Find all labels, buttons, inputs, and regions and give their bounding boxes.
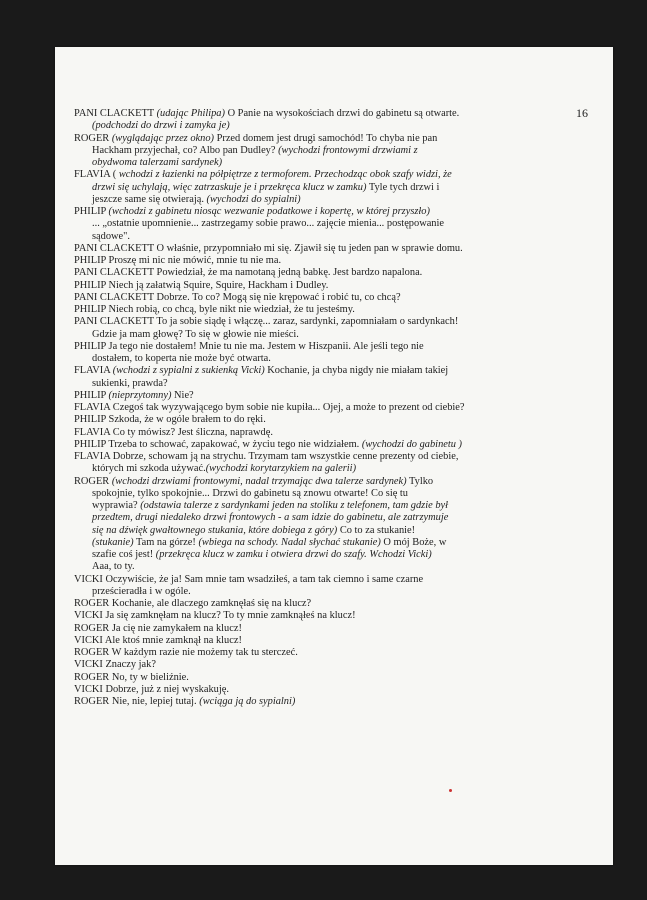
dialogue-text: FLAVIA bbox=[74, 365, 113, 377]
dialogue-text: prześcieradła i w ogóle. bbox=[92, 585, 191, 597]
dialogue-text: jeszcze same się otwierają. bbox=[92, 193, 207, 205]
dialogue-text: Przed domem jest drugi samochód! To chyba nie pan bbox=[213, 132, 438, 144]
script-line bbox=[74, 194, 548, 206]
script-line bbox=[74, 500, 548, 512]
stage-direction: się na dźwięk gwałtownego stukania, które dobiega z góry) bbox=[92, 524, 338, 536]
stage-direction: (wbiega na schody. Nadal słychać stukanie) bbox=[198, 536, 381, 548]
dialogue-text: PANI CLACKETT Dobrze. To co? Mogą się nie krępować i robić tu, co chcą? bbox=[74, 291, 401, 303]
dialogue-text: O mój Boże, w bbox=[380, 536, 447, 548]
stage-direction: wchodzi z łazienki na półpiętrze z termoforem. Przechodząc obok szafy widzi, że bbox=[118, 169, 452, 181]
stage-direction: (udając Philipa) bbox=[156, 108, 225, 119]
script-line bbox=[74, 623, 548, 635]
dialogue-text: ROGER No, ty w bieliźnie. bbox=[74, 671, 189, 683]
script-line bbox=[74, 316, 548, 328]
dialogue-text: PANI CLACKETT To ja sobie siądę i włączę... zaraz, sardynki, zapomniałam o sardynkach! bbox=[74, 316, 459, 328]
script-line bbox=[74, 549, 548, 561]
dialogue-text: Tyle tych drzwi i bbox=[366, 181, 440, 193]
script-line bbox=[74, 427, 548, 439]
script-line bbox=[74, 525, 548, 537]
dialogue-text: Co to za stukanie! bbox=[337, 524, 416, 536]
script-line bbox=[74, 169, 548, 181]
script-line bbox=[74, 378, 548, 390]
red-speck bbox=[449, 789, 452, 792]
script-line bbox=[74, 231, 548, 243]
stage-direction: (nieprzytomny) bbox=[108, 389, 172, 401]
script-line bbox=[74, 672, 548, 684]
dialogue-text: dostałem, to koperta nie może być otwarta. bbox=[92, 353, 271, 364]
script-line bbox=[74, 206, 548, 218]
dialogue-text: FLAVIA Czegoś tak wyzywającego bym sobie nie kupiła... Ojej, a może to prezent od ciebie? bbox=[74, 402, 465, 413]
dialogue-text: PHILIP Niech robią, co chcą, byle nikt nie wiedział, że tu jesteśmy. bbox=[74, 304, 355, 315]
stage-direction: (wchodzi z gabinetu niosąc wezwanie podatkowe i kopertę, w której przyszło) bbox=[108, 206, 430, 217]
page-number: 16 bbox=[576, 106, 588, 120]
script-line bbox=[74, 157, 548, 169]
dialogue-text: PHILIP bbox=[74, 206, 109, 217]
dialogue-text: PANI CLACKETT O właśnie, przypomniało mi się. Zjawił się tu jeden pan w sprawie domu. bbox=[74, 242, 463, 254]
script-line bbox=[74, 635, 548, 647]
script-line bbox=[74, 365, 548, 377]
stage-direction: (podchodzi do drzwi i zamyka je) bbox=[92, 120, 230, 132]
script-line bbox=[74, 451, 548, 463]
dialogue-text: VICKI Dobrze, już z niej wyskakuję. bbox=[74, 683, 229, 695]
dialogue-text: PHILIP Proszę mi nic nie mówić, mnie tu nie ma. bbox=[74, 255, 282, 266]
dialogue-text: Nie? bbox=[171, 389, 194, 401]
script-line bbox=[74, 647, 548, 659]
dialogue-text: spokojnie, tylko spokojnie... Drzwi do gabinetu są znowu otwarte! Co się tu bbox=[92, 487, 408, 499]
dialogue-text: sądowe". bbox=[92, 230, 131, 242]
script-line bbox=[74, 463, 548, 475]
stage-direction: (wchodzi z sypialni z sukienką Vicki) bbox=[112, 365, 265, 377]
script-line bbox=[74, 145, 548, 157]
stage-direction: (wchodzi drzwiami frontowymi, nadal trzymając dwa talerze sardynek) bbox=[111, 475, 407, 487]
dialogue-text: VICKI Oczywiście, że ja! Sam mnie tam wsadziłeś, a tam tak ciemno i same czarne bbox=[74, 573, 424, 585]
dialogue-text: FLAVIA Dobrze, schowam ją na strychu. Trzymam tam wszystkie cenne prezenty od ciebie, bbox=[74, 451, 459, 462]
script-line bbox=[74, 304, 548, 316]
script-line bbox=[74, 218, 548, 230]
script-line bbox=[74, 476, 548, 488]
dialogue-text: FLAVIA ( bbox=[74, 169, 119, 181]
script-line bbox=[74, 684, 548, 696]
script-line bbox=[74, 120, 548, 132]
script-line bbox=[74, 341, 548, 353]
script-line bbox=[74, 512, 548, 524]
script-line bbox=[74, 292, 548, 304]
script-line bbox=[74, 414, 548, 426]
dialogue-text: ROGER Kochanie, ale dlaczego zamknęłaś się na klucz? bbox=[74, 598, 312, 609]
script-line bbox=[74, 488, 548, 500]
script-line bbox=[74, 439, 548, 451]
dialogue-text: PHILIP Trzeba to schować, zapakować, w życiu tego nie widziałem. bbox=[74, 438, 362, 450]
dialogue-text: PHILIP bbox=[74, 389, 109, 401]
script-line bbox=[74, 598, 548, 610]
play-script-text bbox=[74, 108, 548, 708]
dialogue-text: ... „ostatnie upomnienie... zastrzegamy sobie prawo... zajęcie mienia... postępowanie bbox=[92, 218, 445, 230]
dialogue-text: PHILIP Niech ją załatwią Squire, Squire, Hackham i Dudley. bbox=[74, 279, 329, 291]
script-line bbox=[74, 696, 548, 708]
script-line bbox=[74, 659, 548, 671]
script-line bbox=[74, 133, 548, 145]
dialogue-text: Aaa, to ty. bbox=[92, 561, 135, 573]
script-line bbox=[74, 243, 548, 255]
stage-direction: przedtem, drugi niedaleko drzwi frontowych - a sam idzie do gabinetu, ale zatrzymuje bbox=[92, 512, 449, 524]
stage-direction: (wychodzi frontowymi drzwiami z bbox=[278, 144, 418, 156]
dialogue-text: szafie coś jest! bbox=[92, 549, 156, 560]
script-line bbox=[74, 108, 548, 120]
dialogue-text: VICKI Ale ktoś mnie zamknął na klucz! bbox=[74, 634, 242, 646]
script-line bbox=[74, 390, 548, 402]
dialogue-text: ROGER Nie, nie, lepiej tutaj. bbox=[74, 696, 200, 707]
script-line bbox=[74, 280, 548, 292]
stage-direction: obydwoma talerzami sardynek) bbox=[92, 157, 223, 168]
dialogue-text: VICKI Znaczy jak? bbox=[74, 659, 156, 671]
dialogue-text: ROGER bbox=[74, 475, 112, 487]
dialogue-text: ROGER W każdym razie nie możemy tak tu sterczeć. bbox=[74, 647, 298, 658]
dialogue-text: Tam na górze! bbox=[133, 536, 199, 548]
stage-direction: (wychodzi do gabinetu ) bbox=[361, 438, 463, 450]
script-line bbox=[74, 329, 548, 341]
dialogue-text: ROGER bbox=[74, 132, 112, 144]
script-line bbox=[74, 267, 548, 279]
dialogue-text: Tylko bbox=[406, 475, 434, 487]
script-line bbox=[74, 586, 548, 598]
stage-direction: (wciąga ją do sypialni) bbox=[199, 696, 296, 707]
script-line bbox=[74, 402, 548, 414]
stage-direction: (wychodzi korytarzykiem na galerii) bbox=[205, 463, 357, 475]
script-line bbox=[74, 537, 548, 549]
stage-direction: (odstawia talerze z sardynkami jeden na stoliku z telefonem, tam gdzie był bbox=[140, 500, 449, 511]
dialogue-text: ROGER Ja cię nie zamykałem na klucz! bbox=[74, 622, 242, 634]
stage-direction: drzwi się uchylają, więc zatrzaskuje je i przekręca klucz w zamku) bbox=[92, 181, 367, 193]
dialogue-text: Hackham przyjechał, co? Albo pan Dudley? bbox=[92, 144, 279, 156]
dialogue-text: sukienki, prawda? bbox=[92, 377, 168, 389]
stage-direction: (wychodzi do sypialni) bbox=[206, 193, 301, 205]
dialogue-text: wyprawia? bbox=[92, 500, 141, 511]
stage-direction: (wyglądając przez okno) bbox=[111, 132, 214, 144]
dialogue-text: PHILIP Szkoda, że w ogóle brałem to do ręki. bbox=[74, 414, 266, 426]
dialogue-text: PHILIP Ja tego nie dostałem! Mnie tu nie ma. Jestem w Hiszpanii. Ale jeśli tego nie bbox=[74, 340, 424, 352]
dialogue-text: Gdzie ja mam głowę? To się w głowie nie mieści. bbox=[92, 328, 299, 340]
script-line bbox=[74, 561, 548, 573]
dialogue-text: których mi szkoda używać. bbox=[92, 463, 206, 475]
script-line bbox=[74, 574, 548, 586]
dialogue-text: VICKI Ja się zamknęłam na klucz? To ty mnie zamknąłeś na klucz! bbox=[74, 610, 356, 622]
dialogue-text: Kochanie, ja chyba nigdy nie miałam takiej bbox=[264, 365, 449, 377]
script-line bbox=[74, 610, 548, 622]
dialogue-text: PANI CLACKETT Powiedział, że ma namotaną jedną babkę. Jest bardzo napalona. bbox=[74, 267, 423, 279]
stage-direction: (stukanie) bbox=[92, 536, 134, 548]
dialogue-text: O Panie na wysokościach drzwi do gabinetu są otwarte. bbox=[224, 108, 460, 119]
dialogue-text: PANI CLACKETT bbox=[74, 108, 157, 119]
script-line bbox=[74, 182, 548, 194]
script-line bbox=[74, 353, 548, 365]
stage-direction: (przekręca klucz w zamku i otwiera drzwi do szafy. Wchodzi Vicki) bbox=[155, 549, 432, 560]
dialogue-text: FLAVIA Co ty mówisz? Jest śliczna, naprawdę. bbox=[74, 426, 273, 438]
script-line bbox=[74, 255, 548, 267]
